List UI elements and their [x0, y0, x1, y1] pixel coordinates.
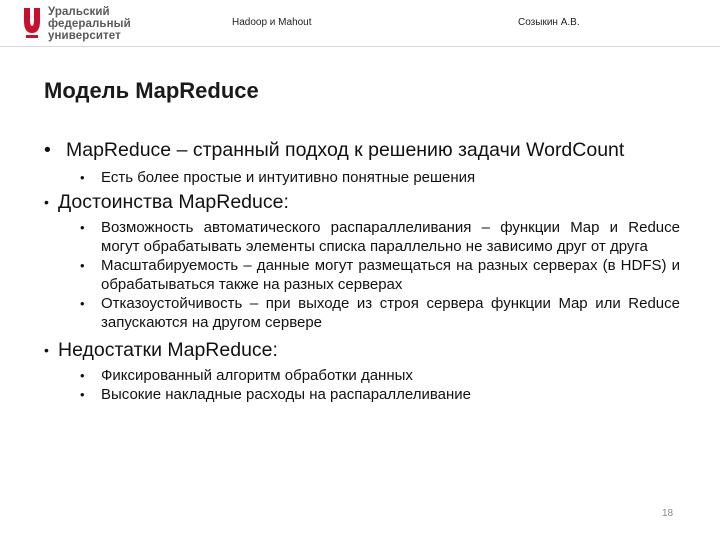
logo-line: университет [48, 30, 121, 42]
bullet-level2 [44, 218, 680, 256]
bullet-dot-icon: • [44, 342, 49, 358]
bullet-level1 [44, 338, 680, 362]
header-divider [0, 46, 720, 47]
bullet-dot-icon: • [80, 387, 85, 402]
bullet-level1 [44, 190, 680, 214]
header-topic: Hadoop и Mahout [232, 17, 312, 28]
logo-line: Уральский [48, 6, 110, 18]
logo-line: федеральный [48, 18, 131, 30]
slide-header [0, 0, 720, 50]
bullet-dot-icon: • [44, 194, 49, 210]
logo-text [48, 6, 131, 42]
bullet-dot-icon: • [80, 296, 85, 311]
page-number: 18 [662, 508, 674, 519]
bullet-level2 [44, 294, 680, 332]
bullet-level2 [44, 366, 680, 385]
bullet-text: Высокие накладные расходы на распараллеливание [101, 386, 472, 403]
bullet-text: Масштабируемость – данные могут размещаться на разных серверах (в HDFS) и обрабатываться также на разных серверах [101, 257, 680, 293]
bullet-text: Отказоустойчивость – при выходе из строя сервера функции Map или Reduce запускаются на другом сервере [101, 295, 680, 331]
bullet-text: Возможность автоматического распараллеливания – функции Map и Reduce могут обрабатывать элементы списка параллельно не зависимо друг от друга [101, 219, 680, 255]
bullet-dot-icon: • [44, 139, 51, 161]
bullet-dot-icon: • [80, 170, 85, 185]
urfu-emblem-icon [22, 6, 42, 40]
bullet-dot-icon: • [80, 220, 85, 235]
bullet-text: Есть более простые и интуитивно понятные решения [101, 169, 476, 186]
bullet-level2 [44, 168, 680, 187]
university-logo [22, 6, 131, 42]
bullet-dot-icon: • [80, 258, 85, 273]
header-author: Созыкин А.В. [518, 17, 580, 28]
bullet-level2 [44, 256, 680, 294]
bullet-dot-icon: • [80, 368, 85, 383]
bullet-text: Достоинства MapReduce: [58, 191, 289, 213]
bullet-level2 [44, 385, 680, 404]
bullet-text: Недостатки MapReduce: [58, 339, 278, 361]
bullet-level1 [44, 138, 680, 162]
bullet-text: Фиксированный алгоритм обработки данных [101, 367, 413, 384]
bullet-text: MapReduce – странный подход к решению задачи WordCount [66, 139, 625, 161]
slide-content [44, 138, 680, 404]
slide-title: Модель MapReduce [44, 78, 259, 103]
